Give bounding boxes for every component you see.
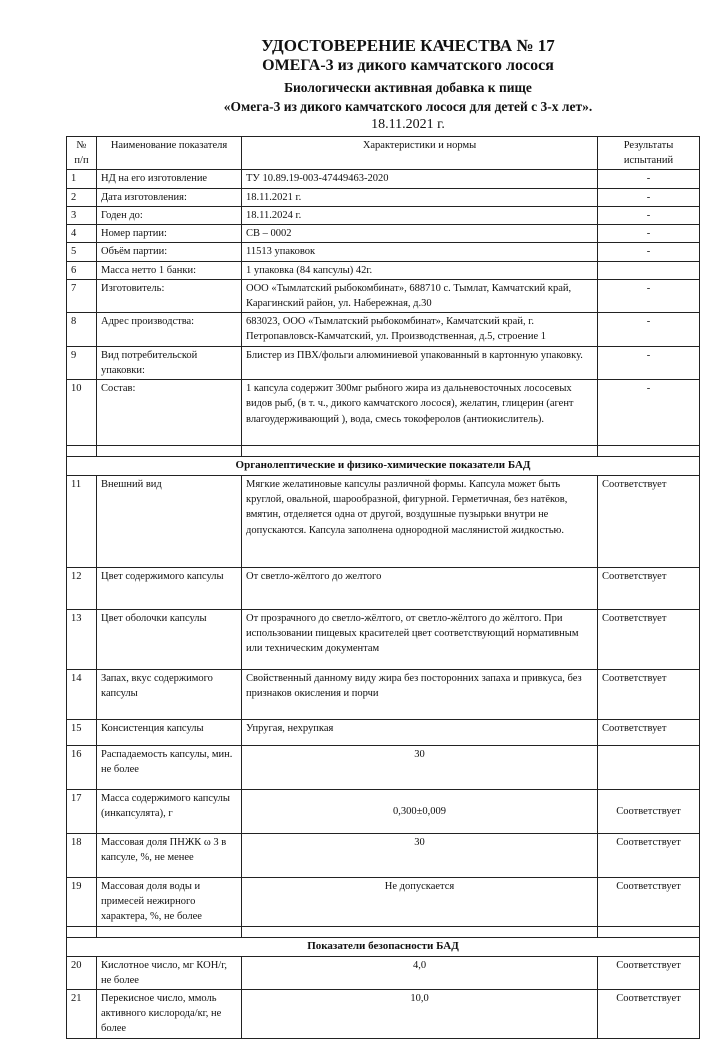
row-specification: Блистер из ПВХ/фольги алюминиевой упакованный в картонную упаковку. [242,346,598,379]
row-specification: От светло-жёлтого до желтого [242,568,598,610]
row-result: Соответствует [598,878,700,927]
row-indicator-name: Масса нетто 1 банки: [97,261,242,279]
row-number: 13 [67,610,97,670]
row-specification: 30 [242,834,598,878]
section-safety [67,937,700,956]
row-number: 18 [67,834,97,878]
row-number: 19 [67,878,97,927]
table-row [67,610,700,670]
table-row [67,720,700,746]
certificate-date: 18.11.2021 г. [371,117,445,132]
header-spec: Характеристики и нормы [242,137,598,170]
row-indicator-name: Объём партии: [97,243,242,261]
row-result: Соответствует [598,990,700,1039]
row-result: - [598,170,700,188]
certificate-title: УДОСТОВЕРЕНИЕ КАЧЕСТВА № 17 [261,36,555,55]
table-row [67,834,700,878]
row-indicator-name: Адрес производства: [97,313,242,346]
row-result: - [598,313,700,346]
product-full-name: «Омега-3 из дикого камчатского лосося для детей с 3-х лет». [223,99,593,114]
row-result: Соответствует [598,834,700,878]
row-indicator-name: Распадаемость капсулы, мин. не более [97,746,242,790]
table-row [67,476,700,568]
row-result: Соответствует [598,790,700,834]
row-specification: Не допускается [242,878,598,927]
row-number: 8 [67,313,97,346]
row-indicator-name: Консистенция капсулы [97,720,242,746]
row-indicator-name: Вид потребительской упаковки: [97,346,242,379]
row-number: 14 [67,670,97,720]
table-row [67,568,700,610]
table-row [67,170,700,188]
table-row [67,790,700,834]
table-spacer-row [67,926,700,937]
row-result: - [598,279,700,312]
header-name: Наименование показателя [97,137,242,170]
table-row [67,956,700,989]
table-row [67,261,700,279]
row-result [598,261,700,279]
row-specification: ООО «Тымлатский рыбокомбинат», 688710 с. Тымлат, Камчатский край, Карагинский район, ул. Набережная, д.30 [242,279,598,312]
row-number: 20 [67,956,97,989]
spacer-cell [97,926,242,937]
row-number: 3 [67,206,97,224]
product-category: Биологически активная добавка к пище [284,80,532,95]
spacer-cell [598,446,700,457]
row-specification: Свойственный данному виду жира без посторонних запаха и привкуса, без признаков окисления и порчи [242,670,598,720]
row-specification: 4,0 [242,956,598,989]
header-num: № п/п [67,137,97,170]
row-specification: От прозрачного до светло-жёлтого, от светло-жёлтого до жёлтого. При использовании пищевых красителей цвет соответствующий нормативным или техническим документам [242,610,598,670]
row-indicator-name: Состав: [97,380,242,446]
row-result: - [598,346,700,379]
table-row [67,670,700,720]
row-specification: 10,0 [242,990,598,1039]
section-organoleptic-title: Органолептические и физико-химические показатели БАД [67,457,700,476]
table-row [67,225,700,243]
row-specification: Мягкие желатиновые капсулы различной формы. Капсула может быть круглой, овальной, шарообразной, фигурной. Герметичная, без натёков, вмятин, отделяется одна от другой, воздушные пузырьки внутри не допускаются. Капсула заполнена однородной маслянистой жидкостью. [242,476,598,568]
row-number: 12 [67,568,97,610]
table-row [67,346,700,379]
row-indicator-name: Годен до: [97,206,242,224]
row-result: Соответствует [598,610,700,670]
row-number: 2 [67,188,97,206]
spacer-cell [67,926,97,937]
row-number: 5 [67,243,97,261]
row-result: - [598,225,700,243]
table-spacer-row [67,446,700,457]
row-indicator-name: Изготовитель: [97,279,242,312]
row-result: Соответствует [598,956,700,989]
row-result: - [598,206,700,224]
row-indicator-name: Перекисное число, ммоль активного кислорода/кг, не более [97,990,242,1039]
row-number: 6 [67,261,97,279]
row-result: - [598,380,700,446]
row-number: 15 [67,720,97,746]
section-organoleptic [67,457,700,476]
row-number: 7 [67,279,97,312]
row-indicator-name: НД на его изготовление [97,170,242,188]
row-specification: Упругая, нехрупкая [242,720,598,746]
quality-table [66,136,700,1039]
table-row [67,990,700,1039]
spacer-cell [242,446,598,457]
row-indicator-name: Внешний вид [97,476,242,568]
table-row [67,206,700,224]
row-specification: 1 упаковка (84 капсулы) 42г. [242,261,598,279]
header-result: Результаты испытаний [598,137,700,170]
row-indicator-name: Массовая доля воды и примесей нежирного характера, %, не более [97,878,242,927]
row-indicator-name: Масса содержимого капсулы (инкапсулята), г [97,790,242,834]
row-indicator-name: Кислотное число, мг КОН/г, не более [97,956,242,989]
row-specification: 0,300±0,009 [242,790,598,834]
row-indicator-name: Номер партии: [97,225,242,243]
row-result: Соответствует [598,720,700,746]
spacer-cell [598,926,700,937]
product-name: ОМЕГА-3 из дикого камчатского лосося [262,57,554,74]
row-specification: 18.11.2024 г. [242,206,598,224]
row-result: Соответствует [598,670,700,720]
row-specification: 11513 упаковок [242,243,598,261]
row-specification: 1 капсула содержит 300мг рыбного жира из дальневосточных лососевых видов рыб, (в т. ч., дикого камчатского лосося), желатин, глицерин (агент влагоудерживающий ), вода, смесь токоферолов (антиокислитель). [242,380,598,446]
table-row [67,243,700,261]
row-result: Соответствует [598,476,700,568]
row-number: 1 [67,170,97,188]
row-specification: 30 [242,746,598,790]
table-row [67,313,700,346]
row-number: 17 [67,790,97,834]
row-number: 9 [67,346,97,379]
row-indicator-name: Цвет оболочки капсулы [97,610,242,670]
row-specification: 683023, ООО «Тымлатский рыбокомбинат», Камчатский край, г. Петропавловск-Камчатский, ул. Производственная, д.5, строение 1 [242,313,598,346]
row-indicator-name: Дата изготовления: [97,188,242,206]
table-row [67,746,700,790]
table-header-row [67,137,700,170]
row-number: 11 [67,476,97,568]
row-number: 4 [67,225,97,243]
row-specification: ТУ 10.89.19-003-47449463-2020 [242,170,598,188]
table-row [67,279,700,312]
row-result [598,746,700,790]
row-number: 10 [67,380,97,446]
row-specification: СВ – 0002 [242,225,598,243]
row-indicator-name: Массовая доля ПНЖК ω 3 в капсуле, %, не менее [97,834,242,878]
spacer-cell [242,926,598,937]
row-result: Соответствует [598,568,700,610]
section-safety-title: Показатели безопасности БАД [67,937,700,956]
row-result: - [598,243,700,261]
table-row [67,380,700,446]
row-number: 21 [67,990,97,1039]
table-row [67,878,700,927]
row-indicator-name: Запах, вкус содержимого капсулы [97,670,242,720]
table-row [67,188,700,206]
spacer-cell [97,446,242,457]
row-indicator-name: Цвет содержимого капсулы [97,568,242,610]
spacer-cell [67,446,97,457]
row-result: - [598,188,700,206]
row-specification: 18.11.2021 г. [242,188,598,206]
row-number: 16 [67,746,97,790]
